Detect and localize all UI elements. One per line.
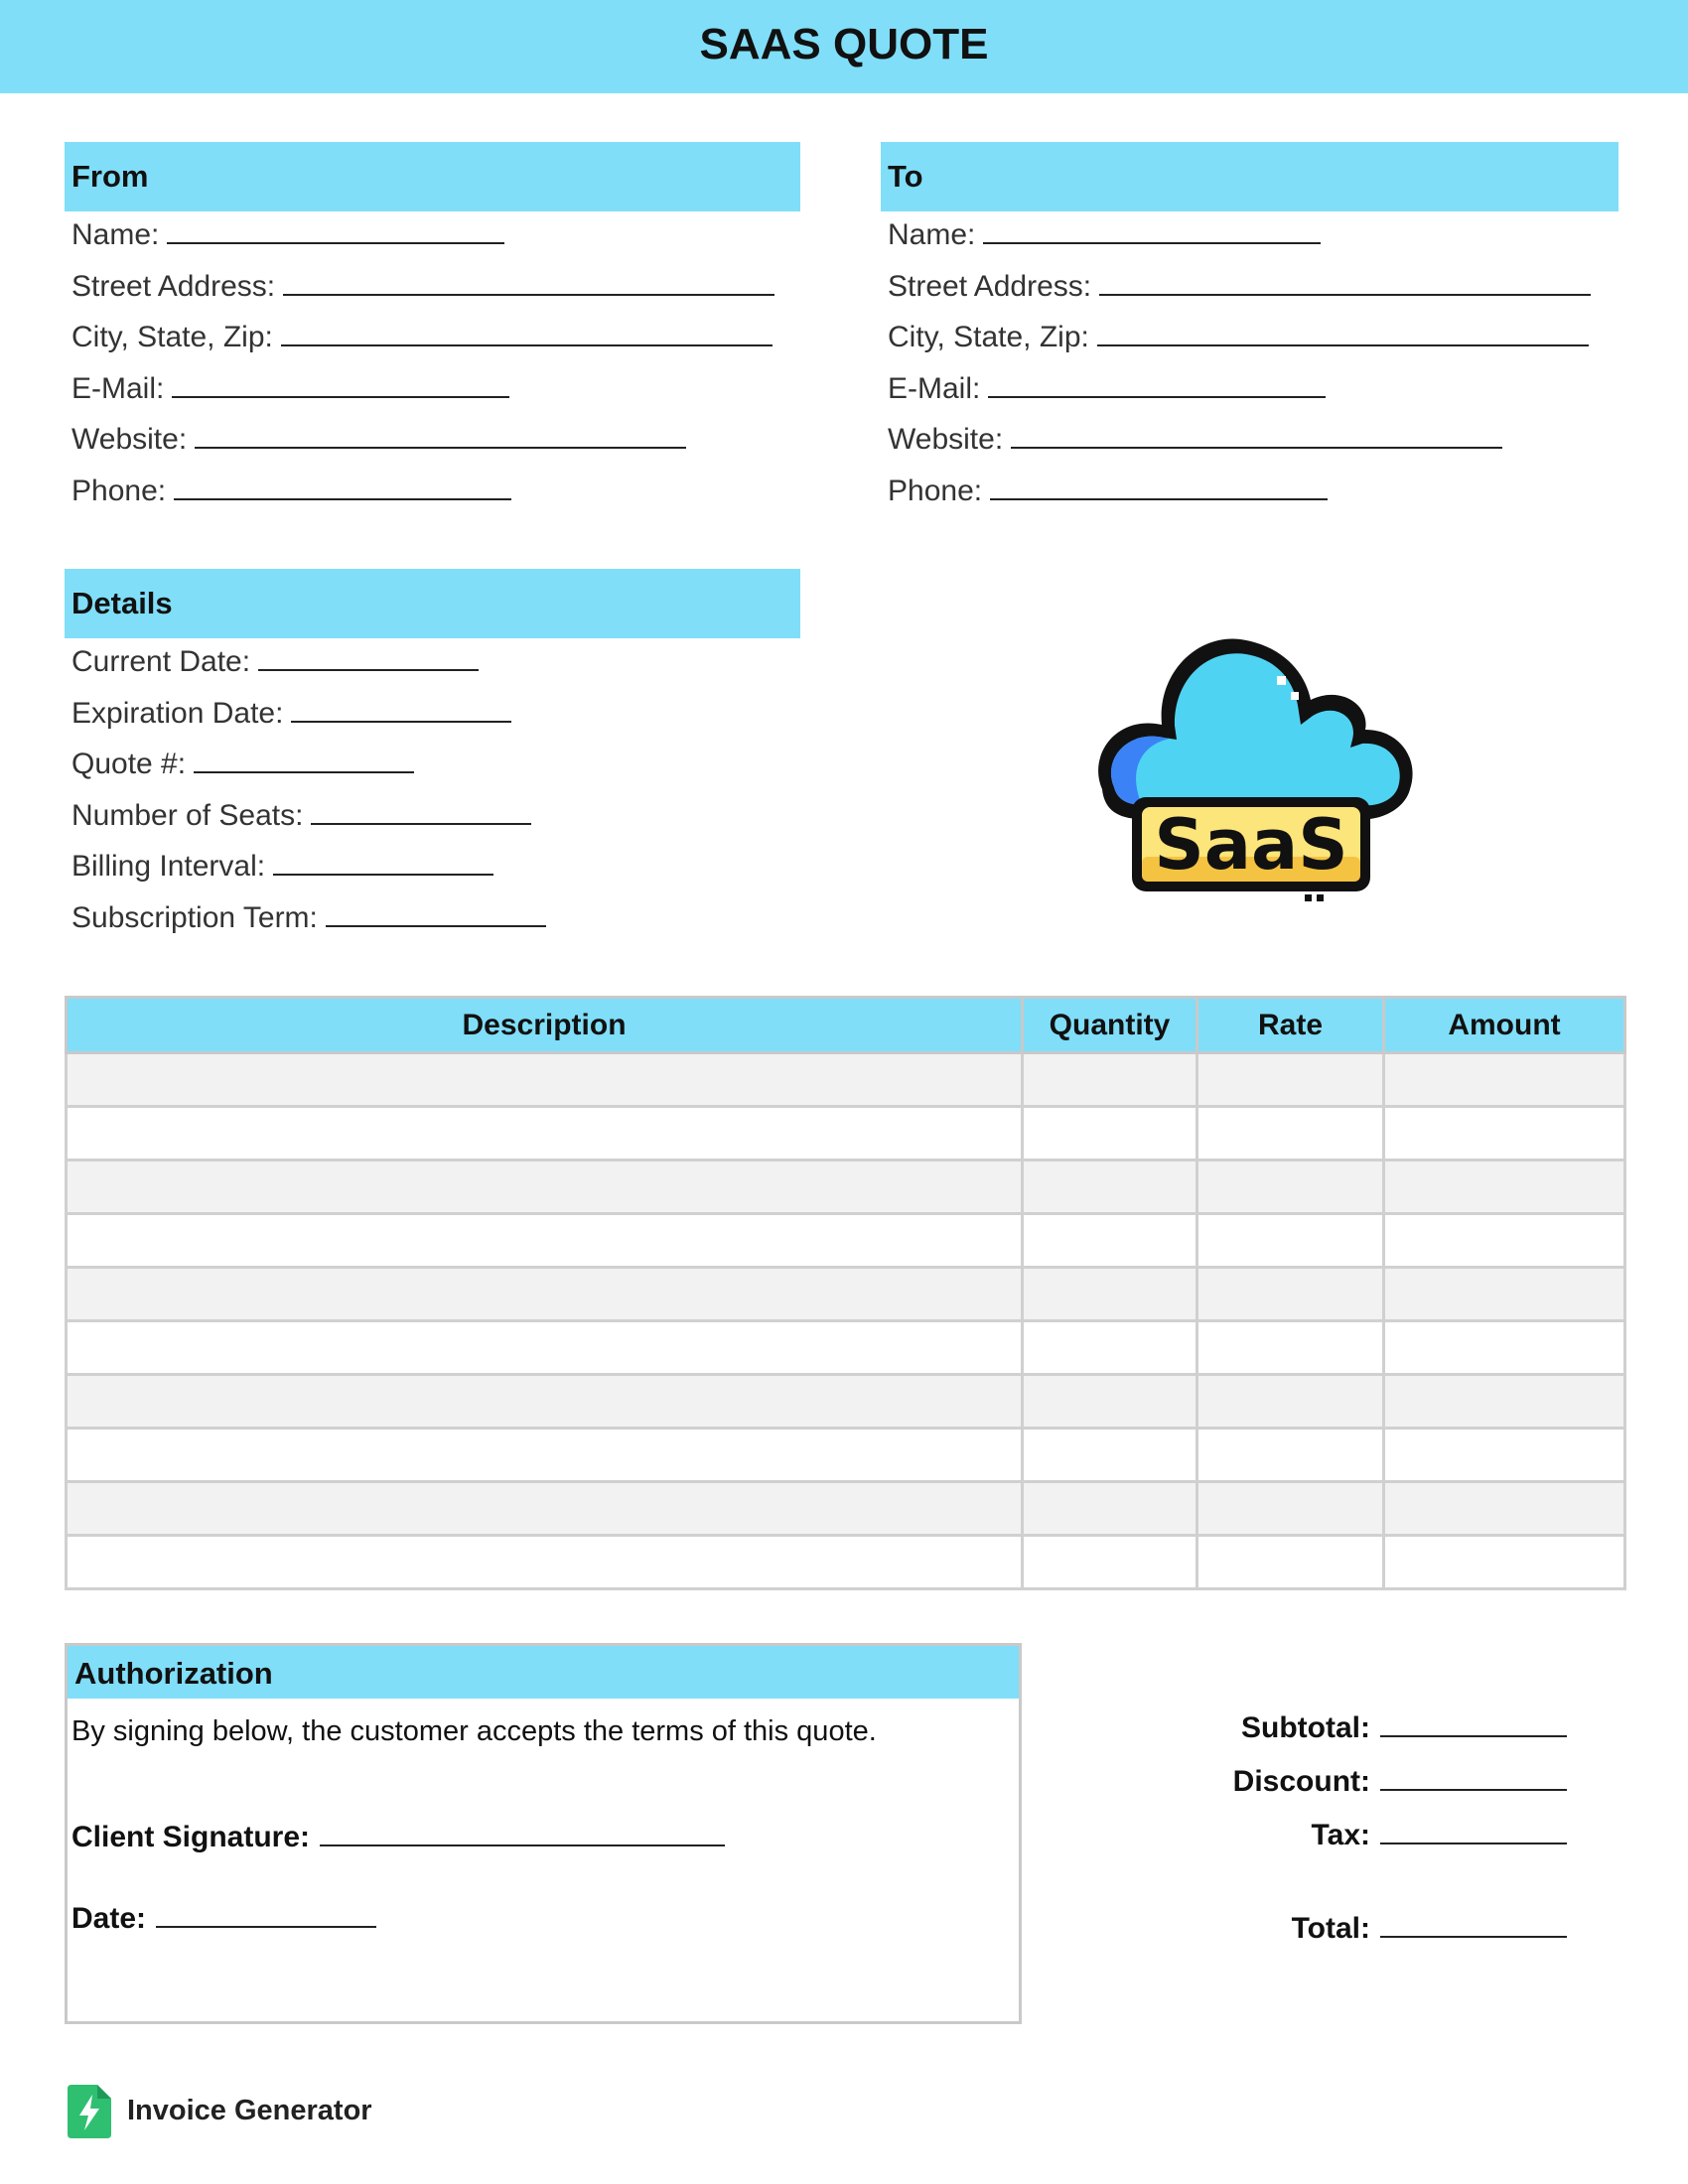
rate-cell[interactable] xyxy=(1197,1053,1384,1107)
column-header-amount: Amount xyxy=(1384,998,1625,1053)
description-cell[interactable] xyxy=(67,1482,1023,1536)
signature-date-line[interactable] xyxy=(156,1898,376,1928)
table-row xyxy=(67,1375,1625,1429)
description-cell[interactable] xyxy=(67,1268,1023,1321)
amount-cell[interactable] xyxy=(1384,1375,1625,1429)
description-cell[interactable] xyxy=(67,1321,1023,1375)
from-name-label: Name: xyxy=(71,218,160,251)
table-row xyxy=(67,1268,1625,1321)
quote-number-line[interactable] xyxy=(194,744,414,773)
discount-field[interactable] xyxy=(1172,1761,1567,1801)
billing-interval-field[interactable] xyxy=(71,846,493,886)
to-website-field[interactable] xyxy=(888,419,1502,459)
subscription-term-line[interactable] xyxy=(326,897,546,927)
from-city-label: City, State, Zip: xyxy=(71,321,273,353)
to-email-label: E-Mail: xyxy=(888,372,981,405)
billing-interval-line[interactable] xyxy=(273,846,493,876)
quantity-cell[interactable] xyxy=(1023,1107,1197,1160)
description-cell[interactable] xyxy=(67,1429,1023,1482)
to-name-label: Name: xyxy=(888,218,976,251)
from-email-field[interactable] xyxy=(71,368,509,408)
amount-cell[interactable] xyxy=(1384,1482,1625,1536)
amount-cell[interactable] xyxy=(1384,1268,1625,1321)
quantity-cell[interactable] xyxy=(1023,1482,1197,1536)
quantity-cell[interactable] xyxy=(1023,1053,1197,1107)
column-header-rate: Rate xyxy=(1197,998,1384,1053)
rate-cell[interactable] xyxy=(1197,1268,1384,1321)
to-street-line[interactable] xyxy=(1099,266,1591,296)
quantity-cell[interactable] xyxy=(1023,1429,1197,1482)
billing-interval-label: Billing Interval: xyxy=(71,850,266,883)
tax-field[interactable] xyxy=(1172,1815,1567,1854)
tax-label: Tax: xyxy=(1311,1819,1370,1851)
to-website-line[interactable] xyxy=(1011,419,1502,449)
discount-label: Discount: xyxy=(1232,1765,1370,1798)
subscription-term-label: Subscription Term: xyxy=(71,901,318,934)
subtotal-label: Subtotal: xyxy=(1241,1711,1370,1744)
total-label: Total: xyxy=(1291,1912,1370,1945)
table-row xyxy=(67,1053,1625,1107)
from-street-field[interactable] xyxy=(71,266,774,306)
from-website-field[interactable] xyxy=(71,419,686,459)
subtotal-line[interactable] xyxy=(1380,1707,1567,1737)
current-date-line[interactable] xyxy=(258,641,479,671)
footer-brand: Invoice Generator xyxy=(127,2095,372,2126)
to-heading: To xyxy=(881,142,1618,211)
amount-cell[interactable] xyxy=(1384,1429,1625,1482)
quantity-cell[interactable] xyxy=(1023,1160,1197,1214)
to-street-label: Street Address: xyxy=(888,270,1092,303)
description-cell[interactable] xyxy=(67,1160,1023,1214)
rate-cell[interactable] xyxy=(1197,1321,1384,1375)
quantity-cell[interactable] xyxy=(1023,1321,1197,1375)
invoice-generator-bolt-icon xyxy=(68,2085,111,2138)
tax-line[interactable] xyxy=(1380,1815,1567,1844)
quantity-cell[interactable] xyxy=(1023,1268,1197,1321)
items-table xyxy=(65,996,1626,1590)
discount-line[interactable] xyxy=(1380,1761,1567,1791)
authorization-statement: By signing below, the customer accepts the terms of this quote. xyxy=(71,1715,877,1747)
amount-cell[interactable] xyxy=(1384,1107,1625,1160)
column-header-quantity: Quantity xyxy=(1023,998,1197,1053)
to-city-label: City, State, Zip: xyxy=(888,321,1089,353)
description-cell[interactable] xyxy=(67,1214,1023,1268)
amount-cell[interactable] xyxy=(1384,1214,1625,1268)
from-phone-label: Phone: xyxy=(71,475,167,507)
from-website-line[interactable] xyxy=(195,419,686,449)
from-city-line[interactable] xyxy=(281,317,773,346)
to-name-field[interactable] xyxy=(888,214,1321,254)
quantity-cell[interactable] xyxy=(1023,1536,1197,1589)
to-phone-label: Phone: xyxy=(888,475,983,507)
from-street-label: Street Address: xyxy=(71,270,276,303)
to-website-label: Website: xyxy=(888,423,1004,456)
rate-cell[interactable] xyxy=(1197,1214,1384,1268)
to-phone-field[interactable] xyxy=(888,471,1328,510)
amount-cell[interactable] xyxy=(1384,1160,1625,1214)
table-row xyxy=(67,1160,1625,1214)
table-row xyxy=(67,1214,1625,1268)
from-phone-line[interactable] xyxy=(174,471,511,500)
quote-number-label: Quote #: xyxy=(71,748,187,780)
description-cell[interactable] xyxy=(67,1107,1023,1160)
from-email-line[interactable] xyxy=(172,368,509,398)
rate-cell[interactable] xyxy=(1197,1107,1384,1160)
signature-date-field[interactable] xyxy=(71,1898,376,1936)
rate-cell[interactable] xyxy=(1197,1375,1384,1429)
to-street-field[interactable] xyxy=(888,266,1591,306)
from-name-field[interactable] xyxy=(71,214,504,254)
total-line[interactable] xyxy=(1380,1908,1567,1938)
page-title: SAAS QUOTE xyxy=(699,20,989,68)
to-city-line[interactable] xyxy=(1097,317,1589,346)
to-phone-line[interactable] xyxy=(990,471,1328,500)
client-signature-field[interactable] xyxy=(71,1817,725,1854)
client-signature-label: Client Signature: xyxy=(71,1821,311,1853)
expiration-date-field[interactable] xyxy=(71,693,511,733)
authorization-heading: Authorization xyxy=(65,1643,1022,1699)
amount-cell[interactable] xyxy=(1384,1321,1625,1375)
total-field[interactable] xyxy=(1172,1908,1567,1948)
from-website-label: Website: xyxy=(71,423,188,456)
signature-date-label: Date: xyxy=(71,1902,147,1935)
to-city-field[interactable] xyxy=(888,317,1589,356)
saas-cloud-icon xyxy=(1082,630,1425,903)
rate-cell[interactable] xyxy=(1197,1536,1384,1589)
details-heading: Details xyxy=(65,569,800,638)
from-heading: From xyxy=(65,142,800,211)
from-email-label: E-Mail: xyxy=(71,372,165,405)
amount-cell[interactable] xyxy=(1384,1536,1625,1589)
saas-logo-text: SaaS xyxy=(1154,804,1348,886)
number-of-seats-line[interactable] xyxy=(311,795,531,825)
from-street-line[interactable] xyxy=(283,266,774,296)
to-email-line[interactable] xyxy=(988,368,1326,398)
rate-cell[interactable] xyxy=(1197,1429,1384,1482)
to-name-line[interactable] xyxy=(983,214,1321,244)
subtotal-field[interactable] xyxy=(1172,1707,1567,1747)
table-row xyxy=(67,1107,1625,1160)
quantity-cell[interactable] xyxy=(1023,1214,1197,1268)
description-cell[interactable] xyxy=(67,1053,1023,1107)
from-city-field[interactable] xyxy=(71,317,773,356)
subscription-term-field[interactable] xyxy=(71,897,546,937)
description-cell[interactable] xyxy=(67,1536,1023,1589)
quantity-cell[interactable] xyxy=(1023,1375,1197,1429)
number-of-seats-field[interactable] xyxy=(71,795,531,835)
table-row xyxy=(67,1321,1625,1375)
from-phone-field[interactable] xyxy=(71,471,511,510)
current-date-field[interactable] xyxy=(71,641,479,681)
column-header-description: Description xyxy=(67,998,1023,1053)
table-header-row xyxy=(67,998,1625,1053)
table-row xyxy=(67,1482,1625,1536)
from-name-line[interactable] xyxy=(167,214,504,244)
rate-cell[interactable] xyxy=(1197,1482,1384,1536)
amount-cell[interactable] xyxy=(1384,1053,1625,1107)
number-of-seats-label: Number of Seats: xyxy=(71,799,304,832)
quote-number-field[interactable] xyxy=(71,744,414,783)
table-row xyxy=(67,1429,1625,1482)
expiration-date-line[interactable] xyxy=(291,693,511,723)
client-signature-line[interactable] xyxy=(320,1817,725,1846)
to-email-field[interactable] xyxy=(888,368,1326,408)
description-cell[interactable] xyxy=(67,1375,1023,1429)
table-row xyxy=(67,1536,1625,1589)
expiration-date-label: Expiration Date: xyxy=(71,697,284,730)
current-date-label: Current Date: xyxy=(71,645,251,678)
rate-cell[interactable] xyxy=(1197,1160,1384,1214)
